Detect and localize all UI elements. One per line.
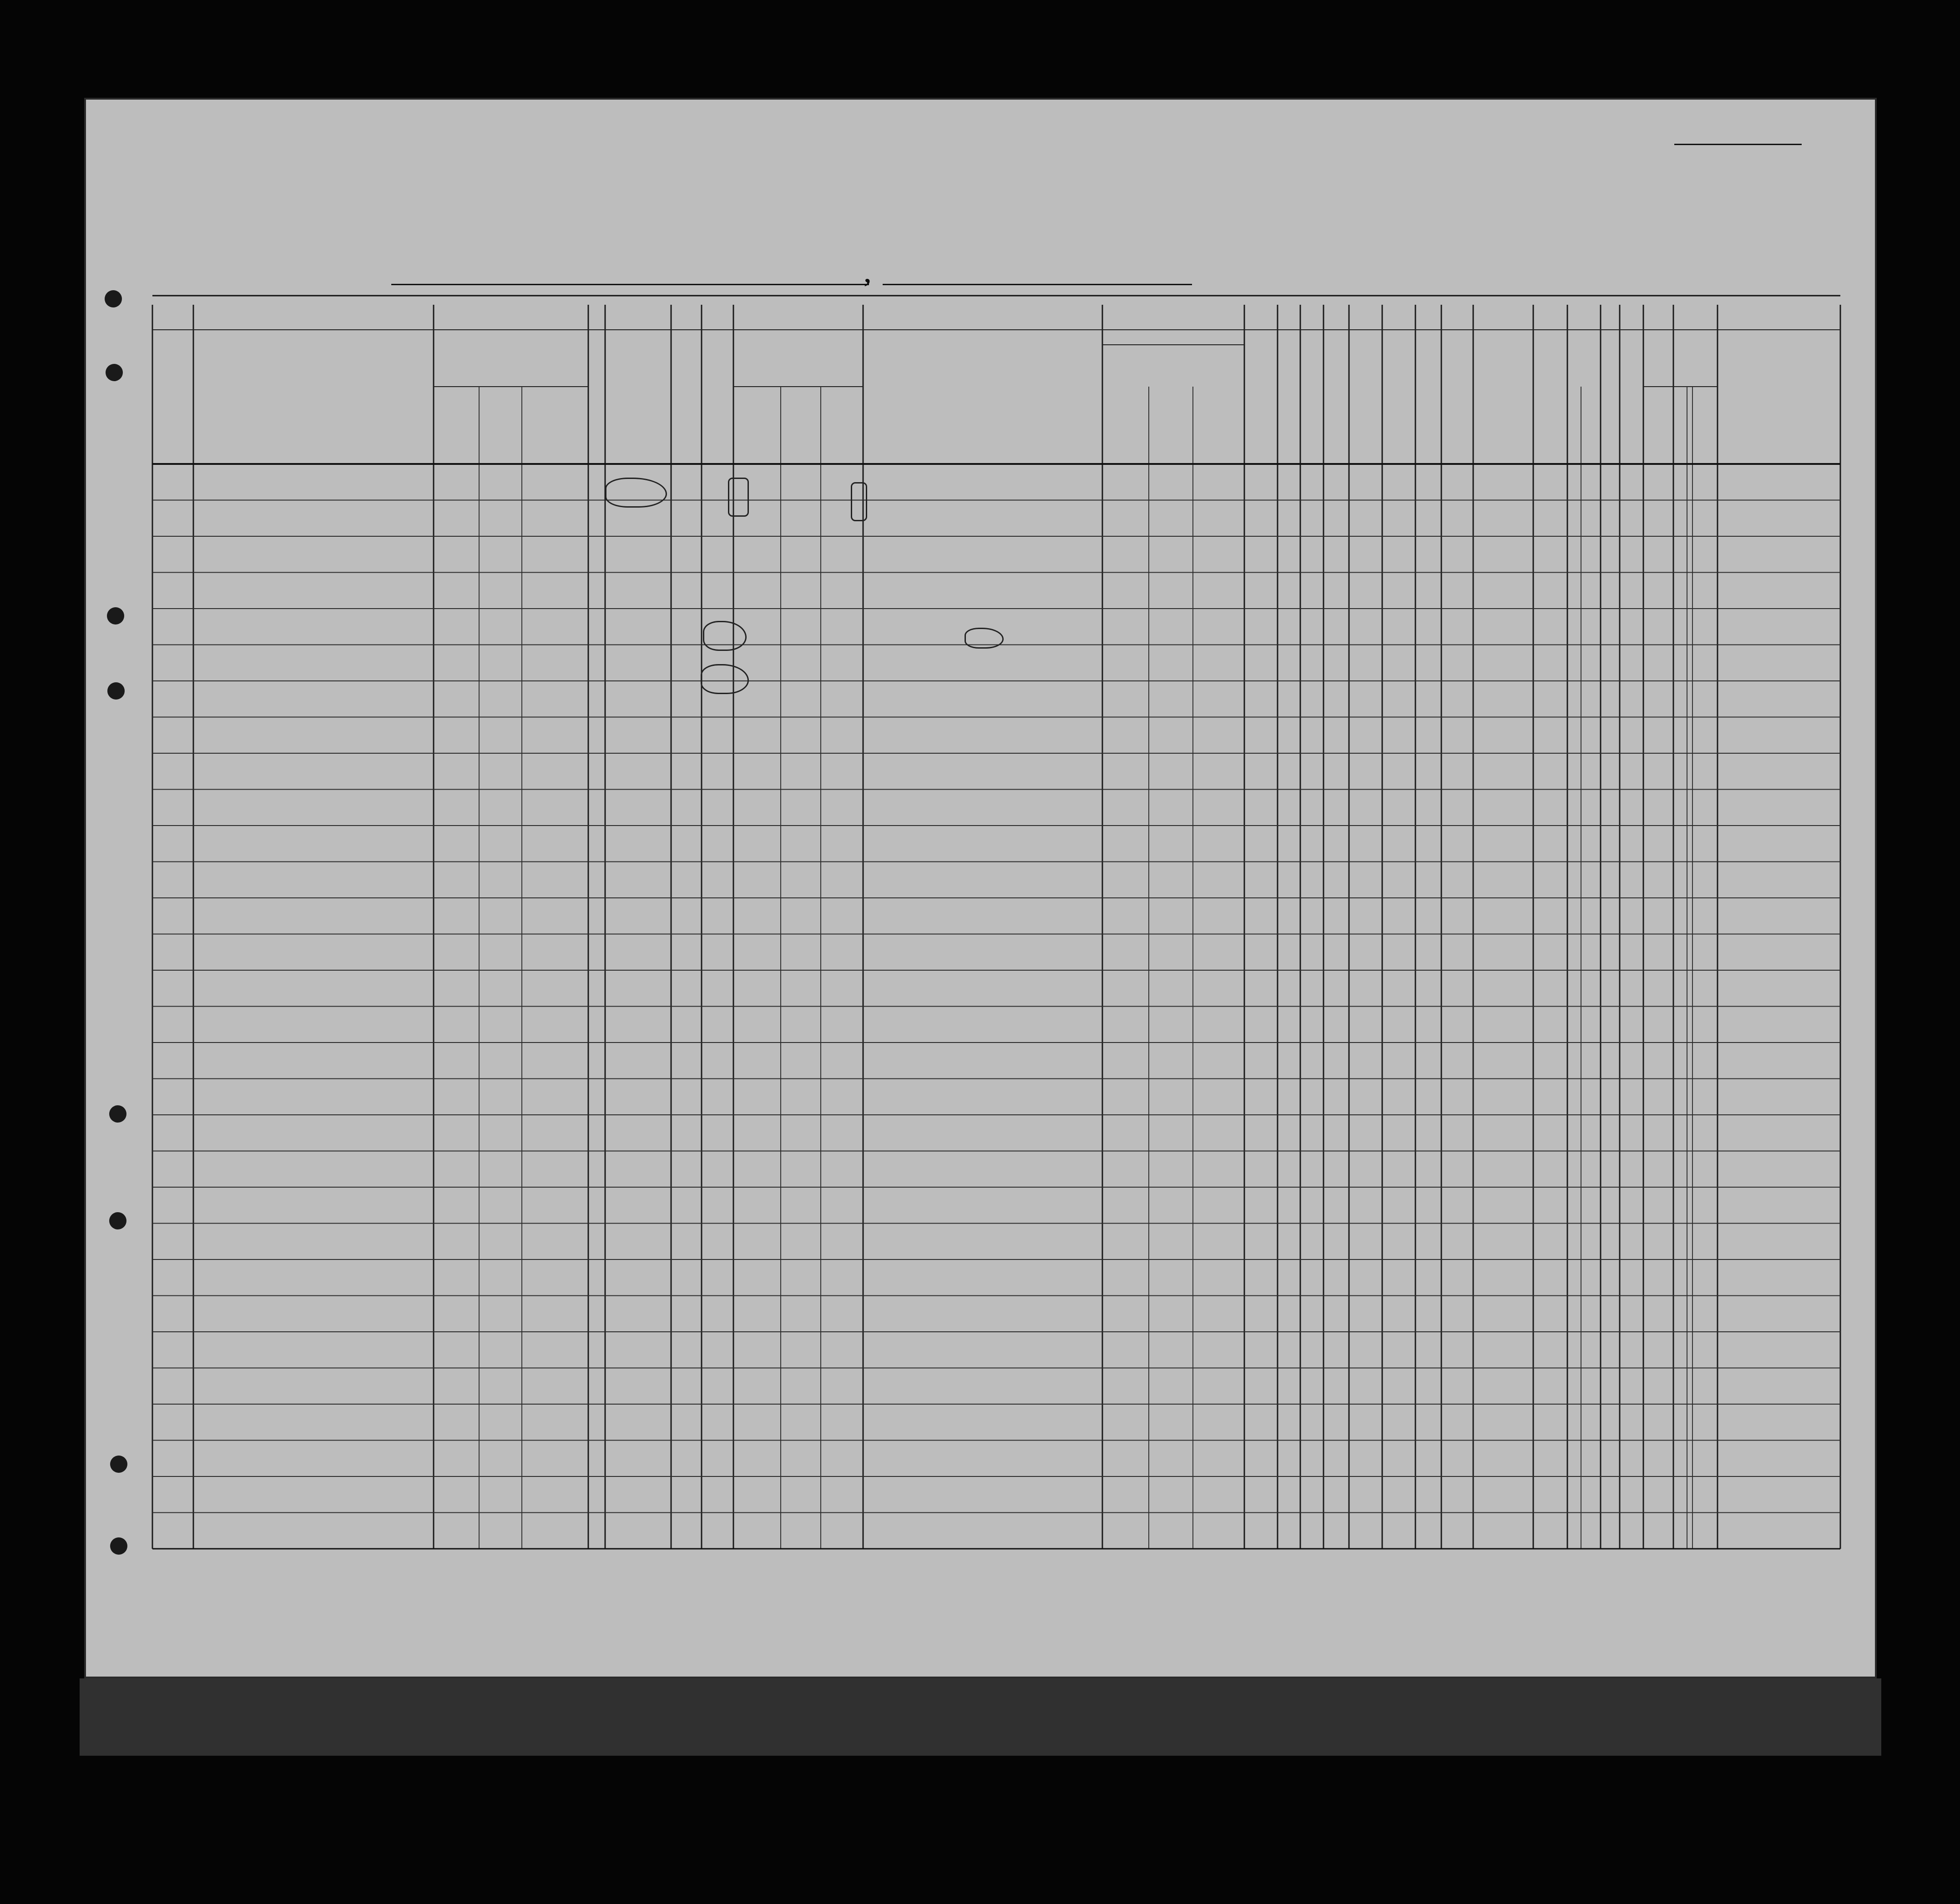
header-labor-contract: [1384, 334, 1414, 457]
header-intends-return: [1106, 350, 1147, 459]
header-polygamist: [1279, 334, 1298, 457]
handwritten-mark: [728, 478, 749, 517]
header-prison: [1247, 334, 1276, 457]
header-anarchist: [1302, 334, 1320, 457]
header-ticket: [590, 339, 604, 459]
header-overthrow: [1325, 334, 1348, 457]
header-length-of-time: [1151, 350, 1192, 459]
header-money: [673, 339, 696, 459]
handwritten-mark: [851, 482, 867, 521]
header-inches: [1584, 405, 1597, 459]
header-deported: [1417, 334, 1440, 457]
header-feet: [1568, 405, 1581, 459]
header-intends-citizen: [1196, 350, 1241, 459]
comma-mark: ,: [864, 261, 871, 288]
handwritten-mark: [965, 628, 1004, 649]
